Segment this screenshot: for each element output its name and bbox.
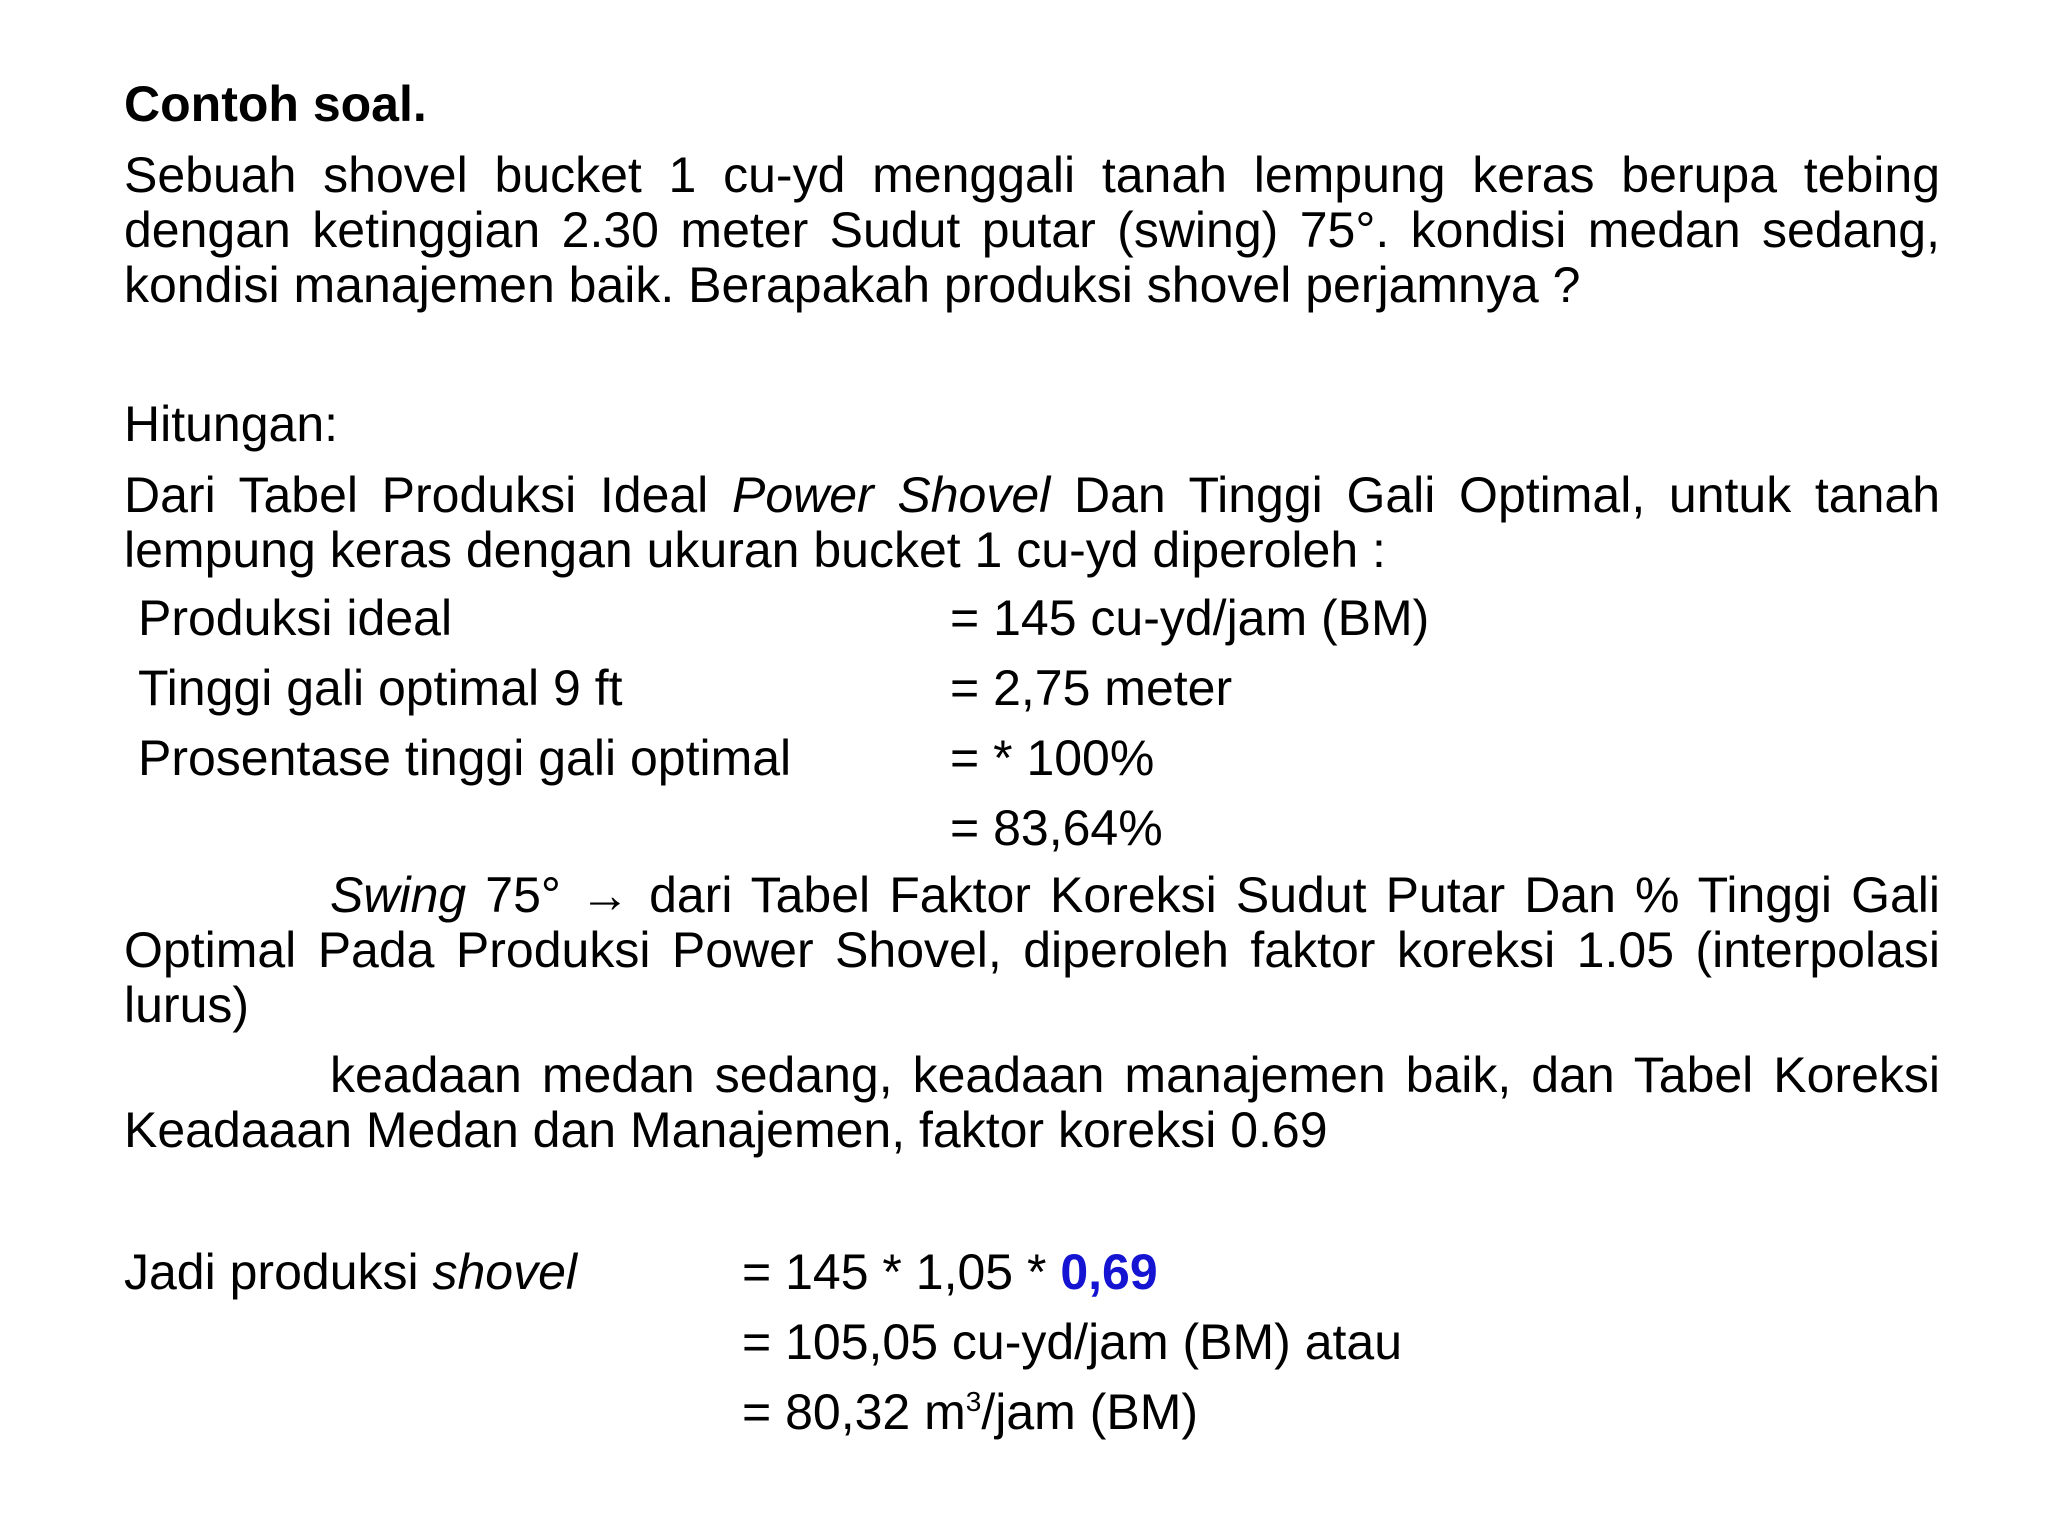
swing-paragraph xyxy=(124,868,1940,1033)
result-line-3 xyxy=(742,1384,1198,1440)
value-tinggi-gali-optimal: = 2,75 meter xyxy=(950,660,1233,716)
hitungan-label: Hitungan: xyxy=(124,396,339,452)
value-label-tinggi-gali-optimal: Tinggi gali optimal 9 ft xyxy=(138,660,623,716)
swing-text: 75° → dari Tabel Faktor Koreksi Sudut Putar Dan % Tinggi Gali Optimal Pada Produksi Power Shovel, diperoleh faktor koreksi 1.05 (interpolasi lurus) xyxy=(124,867,1940,1033)
result-line-1 xyxy=(742,1244,1158,1300)
swing-italic: Swing xyxy=(330,867,467,923)
result-label xyxy=(124,1244,577,1300)
result-line-2: = 105,05 cu-yd/jam (BM) atau xyxy=(742,1314,1403,1370)
result-line-1-prefix: = 145 * 1,05 * xyxy=(742,1244,1061,1300)
intro-text-before: Dari Tabel Produksi Ideal xyxy=(124,467,732,523)
result-label-prefix: Jadi produksi xyxy=(124,1244,433,1300)
result-line-3-prefix: = 80,32 m xyxy=(742,1384,966,1440)
value-produksi-ideal: = 145 cu-yd/jam (BM) xyxy=(950,590,1430,646)
value-label-prosentase: Prosentase tinggi gali optimal xyxy=(138,730,792,786)
heading: Contoh soal. xyxy=(124,76,427,132)
value-prosentase-result: = 83,64% xyxy=(950,800,1163,856)
result-line-3-suffix: /jam (BM) xyxy=(981,1384,1198,1440)
intro-text-italic: Power Shovel xyxy=(731,467,1051,523)
intro-text-after: Dan Tinggi Gali Optimal, untuk tanah lempung keras dengan ukuran bucket 1 cu-yd diperoleh : xyxy=(124,467,1941,578)
intro-paragraph xyxy=(124,468,1940,578)
result-label-italic: shovel xyxy=(432,1244,578,1300)
problem-paragraph: Sebuah shovel bucket 1 cu-yd menggali tanah lempung keras berupa tebing dengan ketinggian 2.30 meter Sudut putar (swing) 75°. kondisi medan sedang, kondisi manajemen baik. Berapakah produksi shovel perjamnya ? xyxy=(124,147,1940,313)
medan-paragraph: keadaan medan sedang, keadaan manajemen baik, dan Tabel Koreksi Keadaaan Medan dan Manajemen, faktor koreksi 0.69 xyxy=(124,1047,1940,1158)
result-highlight-value: 0,69 xyxy=(1060,1244,1158,1300)
value-prosentase: = * 100% xyxy=(950,730,1155,786)
value-label-produksi-ideal: Produksi ideal xyxy=(138,590,453,646)
result-line-3-superscript: 3 xyxy=(965,1386,982,1417)
